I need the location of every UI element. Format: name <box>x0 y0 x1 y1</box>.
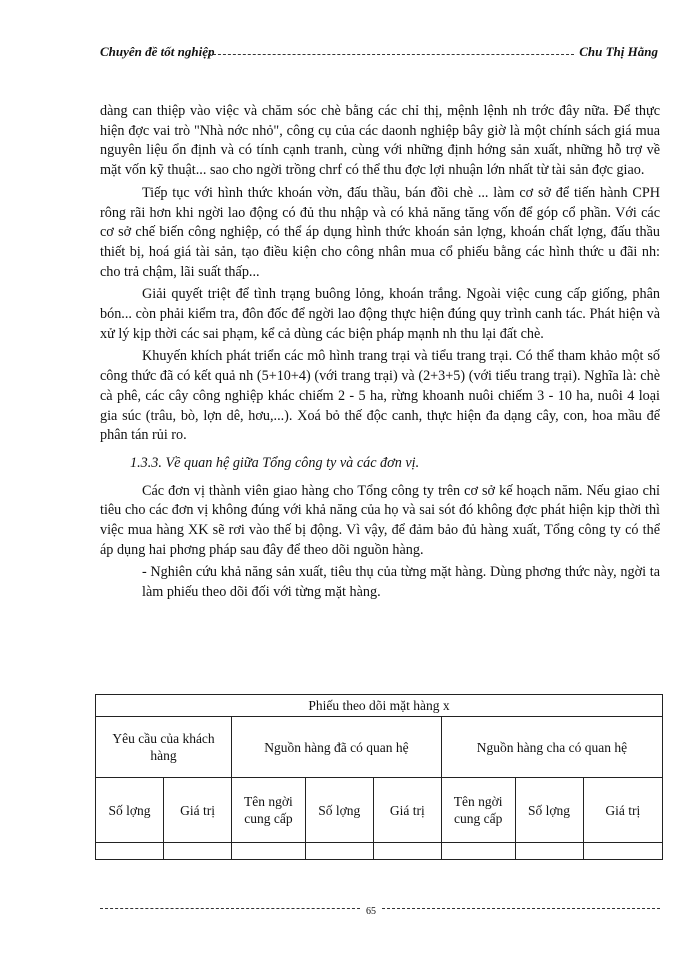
paragraph: dàng can thiệp vào việc và chăm sóc chè bằng các chỉ thị, mệnh lệnh nh trớc đây nữa. Để thực hiện đợc vai trò "Nhà nớc nhỏ", công cụ của các daonh nghiệp bây giờ là một chính sách giá mua nguyên liệu ổn định và có tính cạnh tranh, cùng với những định hớng sản xuất, những hỗ trợ về mặt vốn kỹ thuật... sao cho ngời trồng chrf có thể thu đợc lợi nhuận lớn nhất từ tài sản đợc giao. <box>100 103 660 179</box>
page-number: 65 <box>366 906 376 917</box>
paragraph: Khuyến khích phát triển các mô hình trang trại và tiểu trang trại. Có thể tham khảo một số công thức đã có kết quả nh (5+10+4) (với trang trại) và (2+3+5) (với tiểu trang trại). Nghĩa là: chè cà phê, các cây công nghiệp khác chiếm 2 - 5 ha, rừng khoanh nuôi chiếm 3 - 10 ha, nuôi 4 loại gia súc (trâu, bò, lợn dê, hơu,...). Xoá bỏ thế độc canh, thực hiện đa dạng cây, con, hoa mầu để phân tán rủi ro. <box>100 348 660 444</box>
header-author: Chu Thị Hằng <box>579 44 658 59</box>
table-row <box>96 843 663 860</box>
column-header: Tên ngời cung cấp <box>441 778 515 843</box>
column-header: Số lợng <box>515 778 583 843</box>
page-header <box>100 40 660 64</box>
table-cell <box>305 843 373 860</box>
group-header-existing-source: Nguồn hàng đã có quan hệ <box>232 717 442 778</box>
table-cell <box>583 843 662 860</box>
header-left-title: Chuyên đề tốt nghiệp <box>100 44 215 59</box>
paragraph: Các đơn vị thành viên giao hàng cho Tổng công ty trên cơ sở kế hoạch năm. Nếu giao chỉ tiêu cho các đơn vị không đúng với khả năng của họ và sai sót đó không đợc phát hiện kịp thời thì việc mua hàng XK sẽ rơi vào thế bị động. Vì vậy, để đảm bảo đủ hàng xuất, Tổng công ty có thể áp dụng hai phơng pháp sau đây để theo dõi nguồn hàng. <box>100 482 660 558</box>
document-body <box>100 102 660 606</box>
column-header: Tên ngời cung cấp <box>232 778 306 843</box>
table-cell <box>164 843 232 860</box>
table-cell <box>515 843 583 860</box>
table-cell <box>441 843 515 860</box>
tracking-table <box>95 694 663 860</box>
column-header: Số lợng <box>96 778 164 843</box>
paragraph: Giải quyết triệt để tình trạng buông lỏng, khoán trắng. Ngoài việc cung cấp giống, phân bón... còn phải kiểm tra, đôn đốc để ngời lao động thực hiện đúng quy trình canh tác. Phát hiện và xử lý kịp thời các sai phạm, kể cả dùng các biện pháp mạnh nh thu lại đất chè. <box>100 286 660 342</box>
paragraph: Tiếp tục với hình thức khoán vờn, đấu thầu, bán đồi chè ... làm cơ sở để tiến hành CPH rông rãi hơn khi ngời lao động có đủ thu nhập và có khả năng tăng vốn để góp cổ phần. Với các cơ sở chế biến công nghiệp, có thể áp dụng hình thức khoán sản lợng, khoán chất lợng, đấu thầu thiết bị, hoá giá tài sản, tạo điều kiện cho công nhân mua cổ phiếu bằng các hình thức u đãi nh: cho trả chậm, lãi suất thấp... <box>100 184 660 280</box>
group-header-customer: Yêu cầu của khách hàng <box>96 717 232 778</box>
section-heading: 1.3.3. Về quan hệ giữa Tổng công ty và các đơn vị. <box>130 454 420 471</box>
group-header-new-source: Nguồn hàng cha có quan hệ <box>441 717 662 778</box>
column-header: Số lợng <box>305 778 373 843</box>
bullet-item: - Nghiên cứu khả năng sản xuất, tiêu thụ của từng mặt hàng. Dùng phơng thức này, ngời ta làm phiếu theo dõi đối với từng mặt hàng. <box>142 564 660 601</box>
table-cell <box>373 843 441 860</box>
table-cell <box>232 843 306 860</box>
column-header: Giá trị <box>583 778 662 843</box>
header-rule <box>208 54 574 55</box>
footer-rule-right <box>382 908 660 909</box>
column-header: Giá trị <box>164 778 232 843</box>
footer-rule-left <box>100 908 360 909</box>
table-title: Phiếu theo dõi mặt hàng x <box>96 695 663 717</box>
table-cell <box>96 843 164 860</box>
column-header: Giá trị <box>373 778 441 843</box>
